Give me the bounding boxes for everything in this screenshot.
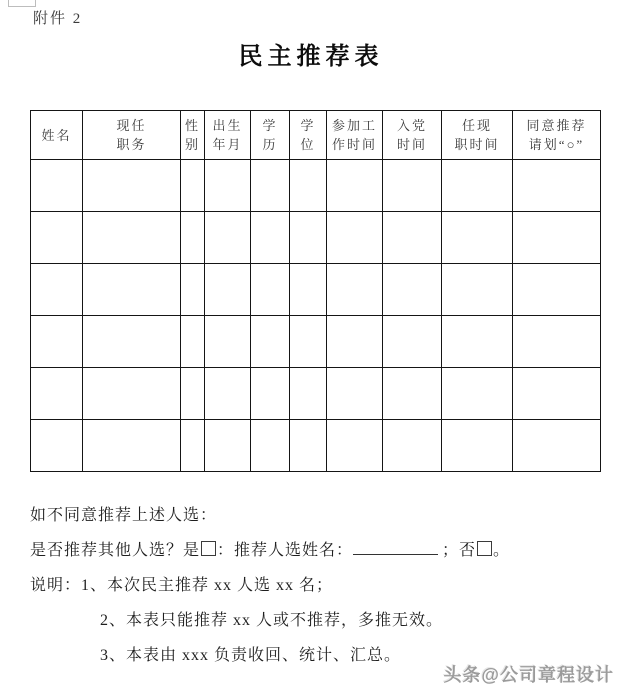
- empty-cell-degree: [290, 212, 327, 264]
- note-other-candidates: [30, 533, 595, 568]
- empty-cell-gender: [181, 160, 205, 212]
- header-cell-line: 现任: [116, 118, 147, 133]
- header-cell-name: [31, 111, 83, 160]
- empty-cell-party-join-time: [383, 368, 442, 420]
- empty-cell-agree-mark: [513, 212, 601, 264]
- note-disagree: 如不同意推荐上述人选：: [30, 507, 218, 524]
- header-cell-gender: [181, 111, 205, 160]
- empty-cell-degree: [290, 264, 327, 316]
- empty-cell-work-start-time: [327, 160, 383, 212]
- page-corner-mark: [8, 0, 36, 7]
- empty-cell-agree-mark: [513, 368, 601, 420]
- empty-cell-current-post: [83, 316, 181, 368]
- empty-cell-birth-date: [205, 368, 251, 420]
- empty-cell-agree-mark: [513, 160, 601, 212]
- empty-cell-current-post: [83, 264, 181, 316]
- header-cell-line: 同意推荐: [526, 118, 587, 133]
- header-cell-line: 别: [184, 137, 200, 152]
- empty-cell-degree: [290, 368, 327, 420]
- empty-cell-work-start-time: [327, 316, 383, 368]
- table-row: [31, 160, 601, 212]
- note-instruction-3: 3、本表由 xxx 负责收回、统计、汇总。: [100, 647, 402, 664]
- table-row: [31, 264, 601, 316]
- empty-cell-tenure-time: [442, 264, 513, 316]
- attachment-label: 附件 2: [33, 11, 83, 27]
- watermark-text: 头条@公司章程设计: [443, 665, 614, 685]
- name-label-text: ：推荐人选姓名：: [217, 542, 354, 559]
- empty-cell-agree-mark: [513, 264, 601, 316]
- recommendation-table: [30, 110, 601, 472]
- empty-cell-gender: [181, 420, 205, 472]
- table-row: [31, 368, 601, 420]
- empty-cell-party-join-time: [383, 160, 442, 212]
- empty-cell-current-post: [83, 368, 181, 420]
- empty-cell-education: [251, 420, 290, 472]
- header-cell-line: 性: [184, 118, 200, 133]
- empty-cell-party-join-time: [383, 316, 442, 368]
- empty-cell-education: [251, 264, 290, 316]
- empty-cell-tenure-time: [442, 160, 513, 212]
- empty-cell-name: [31, 160, 83, 212]
- header-cell-tenure-time: [442, 111, 513, 160]
- empty-cell-education: [251, 368, 290, 420]
- header-cell-current-post: [83, 111, 181, 160]
- empty-cell-work-start-time: [327, 264, 383, 316]
- other-question-text: 是否推荐其他人选？是: [30, 542, 201, 559]
- empty-cell-gender: [181, 316, 205, 368]
- note-instruction-2: 2、本表只能推荐 xx 人或不推荐，多推无效。: [100, 612, 444, 629]
- no-checkbox[interactable]: [477, 541, 492, 556]
- empty-cell-birth-date: [205, 316, 251, 368]
- empty-cell-education: [251, 160, 290, 212]
- empty-cell-tenure-time: [442, 212, 513, 264]
- empty-cell-party-join-time: [383, 420, 442, 472]
- empty-cell-degree: [290, 420, 327, 472]
- header-cell-agree-mark: [513, 111, 601, 160]
- empty-cell-degree: [290, 160, 327, 212]
- empty-cell-gender: [181, 368, 205, 420]
- table-row: [31, 212, 601, 264]
- header-cell-line: 姓名: [41, 127, 72, 143]
- after-blank-text: ；否: [442, 542, 477, 559]
- header-cell-line: 时间: [396, 137, 427, 152]
- empty-cell-current-post: [83, 212, 181, 264]
- empty-cell-tenure-time: [442, 368, 513, 420]
- empty-cell-work-start-time: [327, 368, 383, 420]
- empty-cell-work-start-time: [327, 212, 383, 264]
- empty-cell-work-start-time: [327, 420, 383, 472]
- header-cell-line: 请划“○”: [528, 137, 585, 152]
- table-header-row: [31, 111, 601, 160]
- table-row: [31, 420, 601, 472]
- empty-cell-degree: [290, 316, 327, 368]
- empty-cell-gender: [181, 264, 205, 316]
- empty-cell-birth-date: [205, 264, 251, 316]
- yes-checkbox[interactable]: [201, 541, 216, 556]
- empty-cell-gender: [181, 212, 205, 264]
- header-cell-line: 历: [262, 137, 278, 152]
- empty-cell-birth-date: [205, 212, 251, 264]
- sentence-end-text: 。: [493, 542, 511, 559]
- header-cell-line: 出生: [212, 118, 243, 133]
- header-cell-work-start-time: [327, 111, 383, 160]
- page-title: 民主推荐表: [238, 43, 384, 70]
- header-cell-line: 职务: [116, 137, 147, 152]
- empty-cell-tenure-time: [442, 316, 513, 368]
- empty-cell-name: [31, 212, 83, 264]
- header-cell-education: [251, 111, 290, 160]
- notes-block: [30, 498, 595, 673]
- candidate-name-blank[interactable]: [353, 540, 438, 555]
- empty-cell-name: [31, 316, 83, 368]
- empty-cell-party-join-time: [383, 212, 442, 264]
- empty-cell-tenure-time: [442, 420, 513, 472]
- table-body: [31, 160, 601, 472]
- header-cell-degree: [290, 111, 327, 160]
- note-instruction-1: 说明：1、本次民主推荐 xx 人选 xx 名；: [30, 577, 334, 594]
- empty-cell-birth-date: [205, 160, 251, 212]
- header-cell-line: 学: [300, 118, 316, 133]
- table-row: [31, 316, 601, 368]
- empty-cell-birth-date: [205, 420, 251, 472]
- empty-cell-name: [31, 264, 83, 316]
- header-cell-line: 入党: [396, 118, 427, 133]
- header-cell-party-join-time: [383, 111, 442, 160]
- empty-cell-current-post: [83, 420, 181, 472]
- header-cell-birth-date: [205, 111, 251, 160]
- empty-cell-name: [31, 368, 83, 420]
- header-cell-line: 年月: [212, 137, 243, 152]
- header-cell-line: 位: [300, 137, 316, 152]
- header-cell-line: 学: [262, 118, 278, 133]
- header-cell-line: 作时间: [331, 137, 377, 152]
- empty-cell-party-join-time: [383, 264, 442, 316]
- empty-cell-agree-mark: [513, 316, 601, 368]
- empty-cell-current-post: [83, 160, 181, 212]
- header-cell-line: 任现: [461, 118, 492, 133]
- header-cell-line: 职时间: [454, 137, 500, 152]
- empty-cell-education: [251, 212, 290, 264]
- empty-cell-education: [251, 316, 290, 368]
- empty-cell-name: [31, 420, 83, 472]
- header-cell-line: 参加工: [331, 118, 377, 133]
- empty-cell-agree-mark: [513, 420, 601, 472]
